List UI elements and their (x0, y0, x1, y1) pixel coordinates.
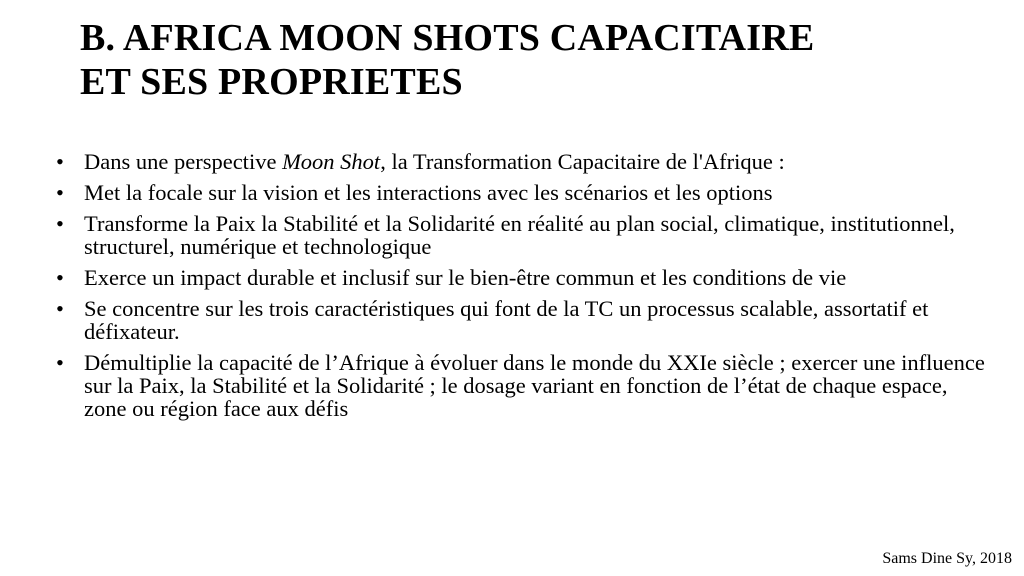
slide-title-line-2: ET SES PROPRIETES (80, 61, 463, 103)
slide-footer-credit: Sams Dine Sy, 2018 (882, 550, 1012, 567)
bullet-item-5: • Se concentre sur les trois caractéristiques qui font de la TC un processus scalable, assortatif et défixateur. (56, 297, 986, 343)
slide-title-line-1: B. AFRICA MOON SHOTS CAPACITAIRE (80, 17, 815, 59)
bullet-item-6: • Démultiplie la capacité de l’Afrique à évoluer dans le monde du XXIe siècle ; exercer une influence sur la Paix, la Stabilité et la Solidarité ; le dosage variant en fonction de l’état de chaque espace, zone ou région face aux défis (56, 351, 986, 420)
bullet-item-1 (56, 150, 986, 173)
bullet-item-1-emphasis: Moon Shot (282, 149, 381, 174)
bullet-item-1-prefix: Dans une perspective (84, 149, 283, 174)
bullet-item-4: • Exerce un impact durable et inclusif sur le bien-être commun et les conditions de vie (56, 266, 986, 289)
bullet-item-2: • Met la focale sur la vision et les interactions avec les scénarios et les options (56, 181, 986, 204)
bullet-item-1-suffix: , la Transformation Capacitaire de l'Afrique : (380, 149, 785, 174)
bullet-list (56, 150, 986, 428)
bullet-item-3: • Transforme la Paix la Stabilité et la Solidarité en réalité au plan social, climatique, institutionnel, structurel, numérique et technologique (56, 212, 986, 258)
slide-title (80, 16, 980, 104)
